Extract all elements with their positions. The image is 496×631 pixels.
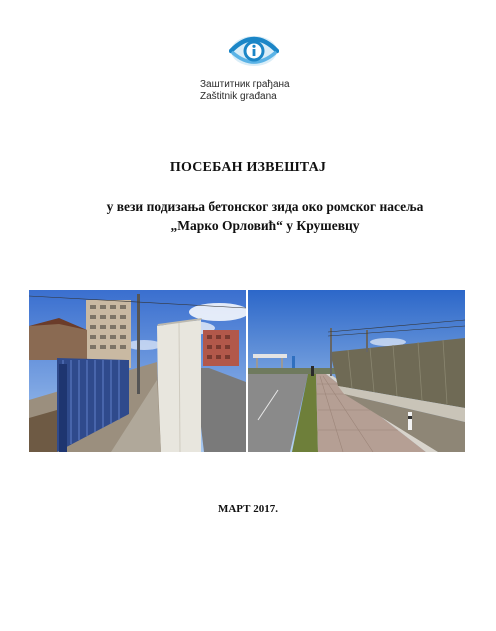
subject-line-1: у вези подизања бетонског зида око ромског насеља: [106, 199, 424, 214]
org-name: [200, 79, 310, 103]
sidewalk-wall-illustration: [248, 290, 465, 452]
street-wall-illustration: [29, 290, 246, 452]
document-date: МАРТ 2017.: [217, 503, 279, 515]
ombudsman-eye-logo-icon: [229, 31, 279, 71]
wall-photo-street-side: [29, 290, 246, 452]
org-name-latin: Zaštitnik građana: [200, 91, 277, 102]
photo-strip: [29, 290, 465, 452]
document-type-heading: ПОСЕБАН ИЗВЕШТАЈ: [169, 160, 327, 175]
org-name-cyrillic: Заштитник грађана: [200, 79, 290, 90]
document-subject: [40, 197, 490, 235]
subject-line-2: „Марко Орловић“ у Крушевцу: [170, 218, 360, 233]
wall-photo-sidewalk: [248, 290, 465, 452]
